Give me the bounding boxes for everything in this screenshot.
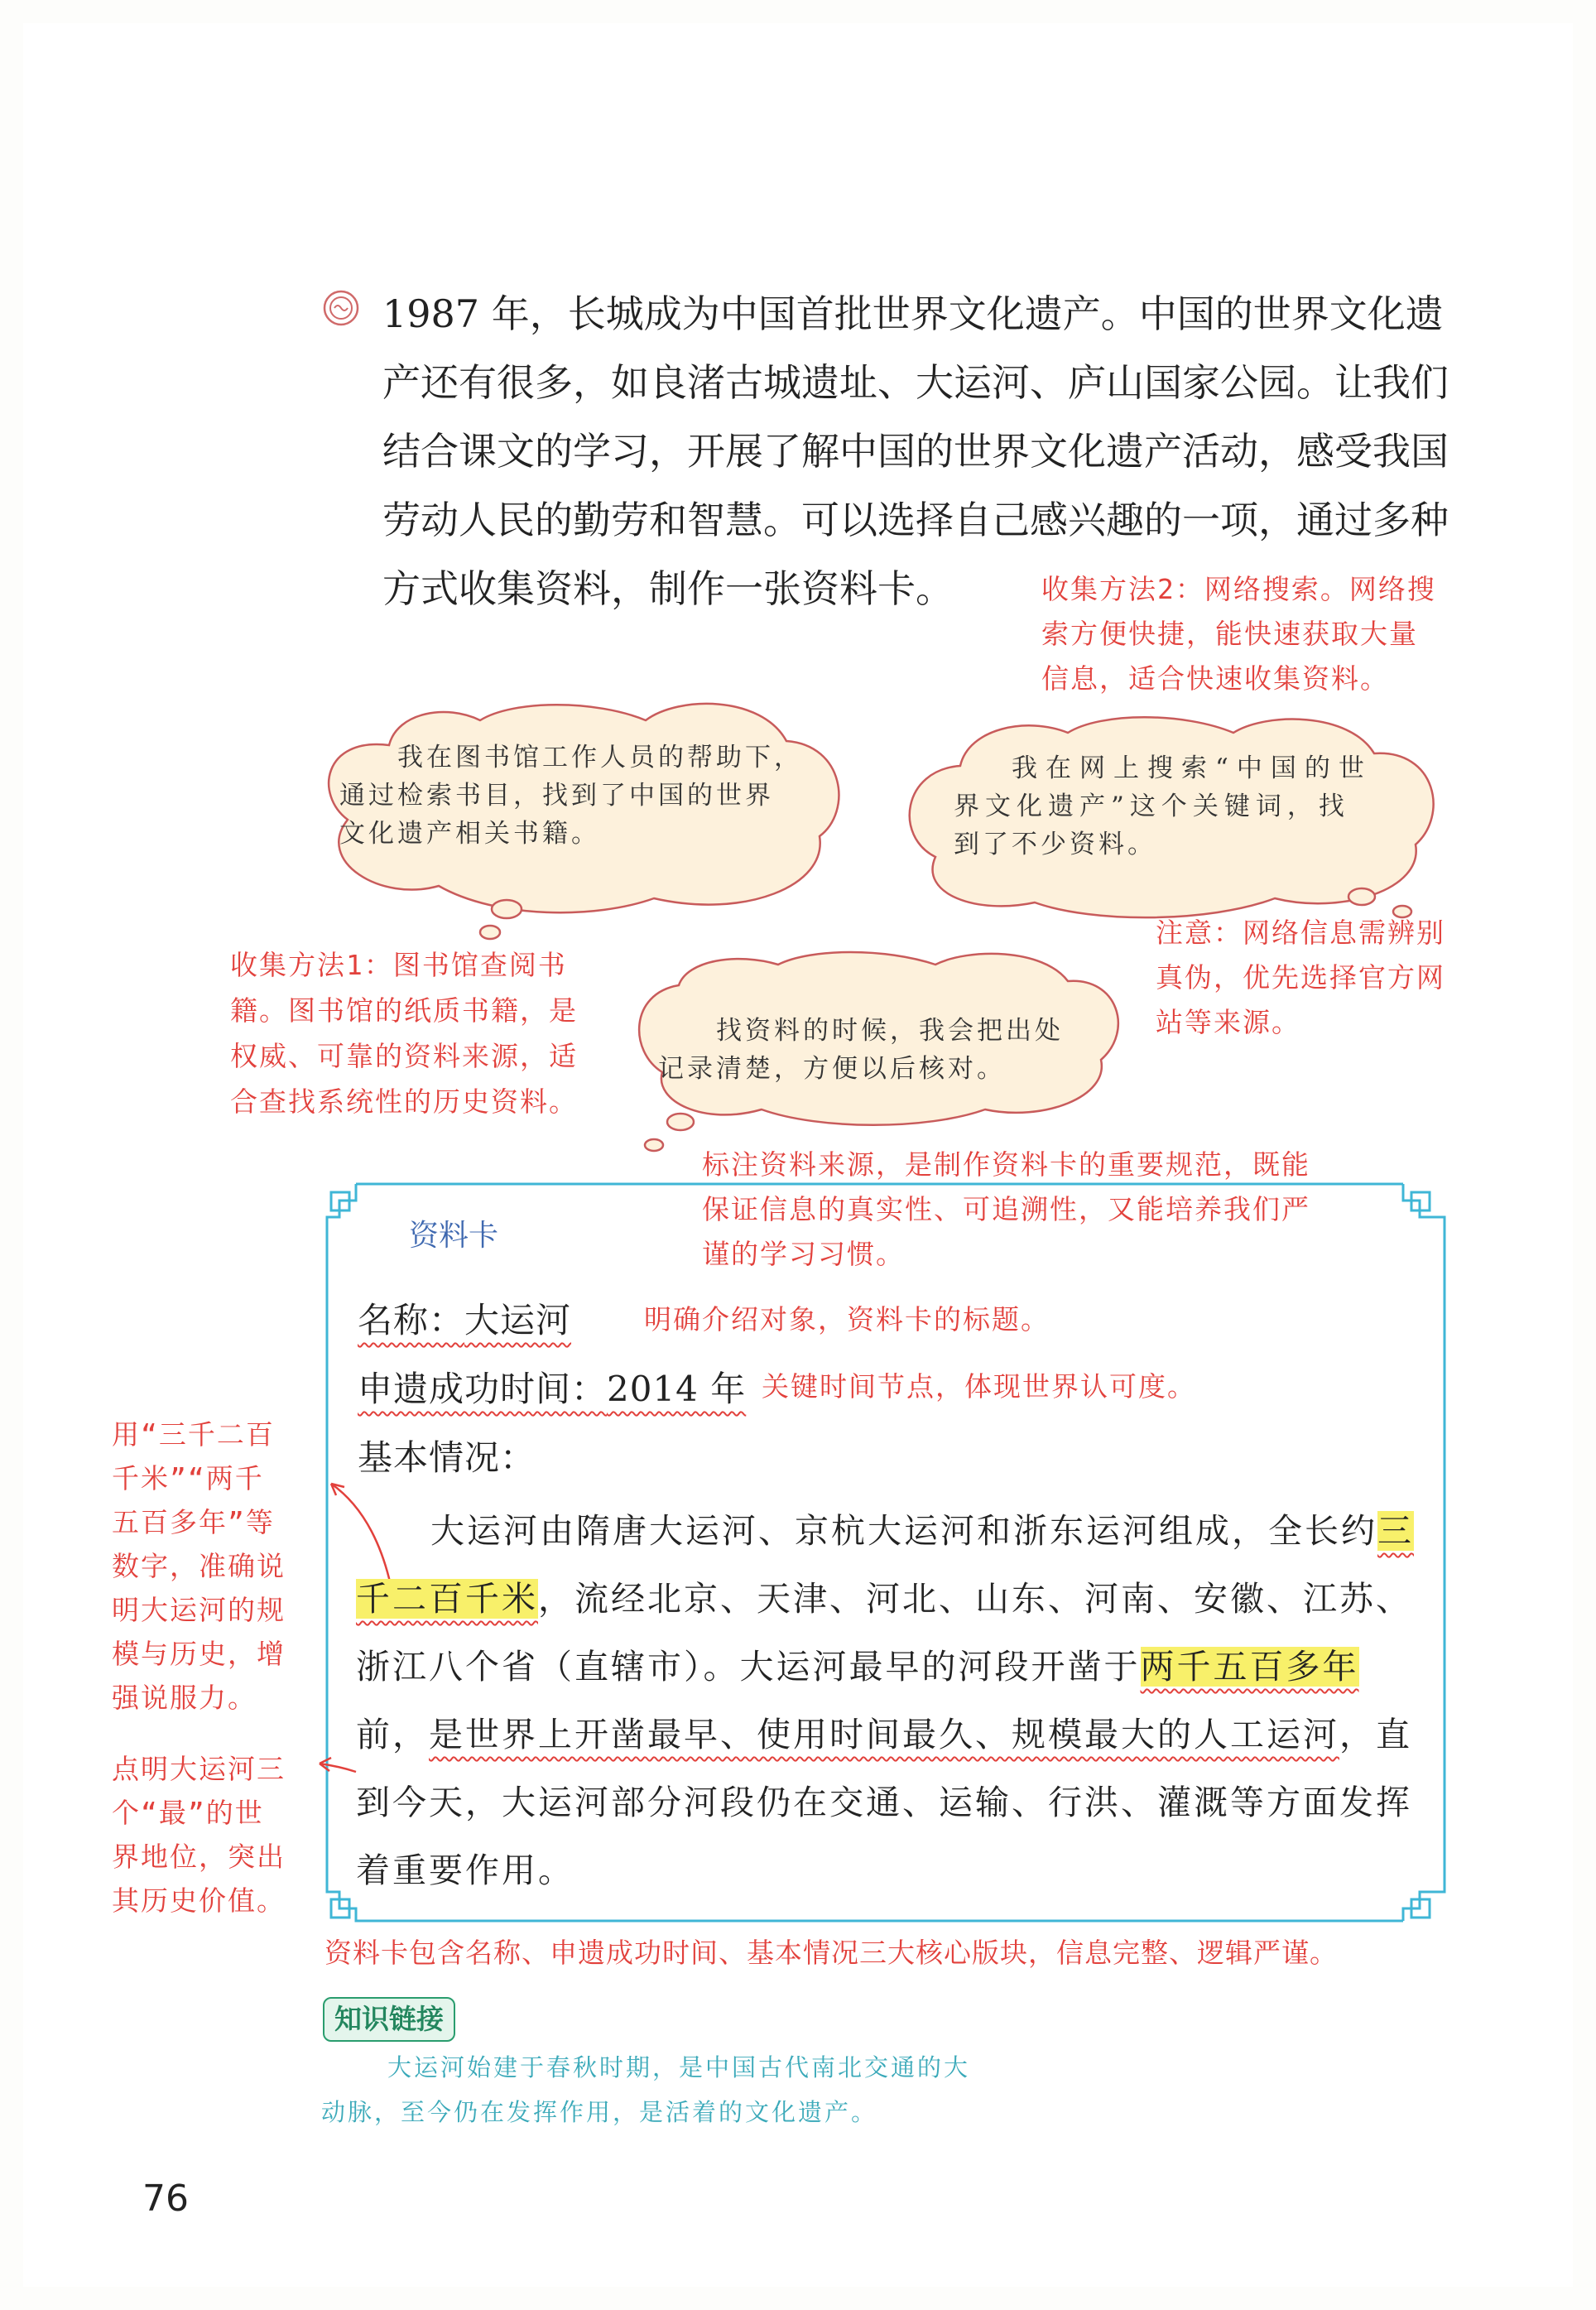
annotation-line: 用“三千二百 bbox=[112, 1418, 275, 1451]
annotation-line: 注意：网络信息需辨别 bbox=[1156, 917, 1445, 949]
cloud-line: 找资料的时候，我会把出处 bbox=[716, 1016, 1064, 1046]
body-segment: 前， bbox=[356, 1715, 429, 1754]
annotation-line: 模与历史，增 bbox=[112, 1638, 286, 1670]
annotation-numbers bbox=[112, 1412, 286, 1720]
card-name-value: 大运河 bbox=[464, 1300, 572, 1340]
cloud-line: 界文化遗产”这个关键词，找 bbox=[954, 792, 1350, 821]
annotation-line: 合查找系统性的历史资料。 bbox=[230, 1085, 578, 1118]
cloud-line: 我在图书馆工作人员的帮助下， bbox=[397, 743, 803, 772]
knowledge-link-text bbox=[321, 2045, 983, 2134]
cloud-line: 通过检索书目，找到了中国的世界 bbox=[339, 781, 774, 811]
cloud-line: 记录清楚，方便以后核对。 bbox=[658, 1054, 1006, 1084]
body-segment: 大运河由隋唐大运河、京杭大运河和浙东运河组成，全长约 bbox=[430, 1511, 1377, 1551]
annotation-line: 强说服力。 bbox=[112, 1682, 257, 1714]
annotation-line: 权威、可靠的资料来源，适 bbox=[230, 1040, 578, 1072]
card-name-row bbox=[358, 1293, 571, 1343]
knowledge-link-badge: 知识链接 bbox=[323, 1997, 455, 2042]
annotation-line: 千米”“两千 bbox=[112, 1462, 264, 1494]
annotation-most bbox=[112, 1747, 286, 1923]
cloud-line: 文化遗产相关书籍。 bbox=[339, 819, 600, 849]
highlight-age: 两千五百多年 bbox=[1140, 1647, 1359, 1687]
cloud-line: 我在网上搜索“中国的世 bbox=[1012, 753, 1372, 783]
body-segment: ，直到今天，大运河部分河段仍在交通、运输、行洪、灌溉等方面发挥着重要作用。 bbox=[356, 1715, 1412, 1890]
body-segment: ，流经北京、天津、河北、山东、河南、安徽、江苏、浙江八个省（直辖市）。大运河最早的河段开凿于 bbox=[356, 1579, 1412, 1687]
annotation-line: 信息，适合快速收集资料。 bbox=[1041, 662, 1389, 695]
annotation-name: 明确介绍对象，资料卡的标题。 bbox=[644, 1303, 1050, 1335]
cloud-line: 到了不少资料。 bbox=[954, 830, 1156, 859]
annotation-line: 真伪，优先选择官方网 bbox=[1156, 961, 1445, 994]
annotation-line: 个“最”的世 bbox=[112, 1797, 264, 1829]
annotation-line: 收集方法2：网络搜索。网络搜 bbox=[1041, 573, 1436, 605]
card-basic-label: 基本情况： bbox=[358, 1437, 536, 1478]
body-superlative: 是世界上开凿最早、使用时间最久、规模最大的人工运河 bbox=[429, 1715, 1339, 1754]
annotation-line: 标注资料来源，是制作资料卡的重要规范，既能 bbox=[702, 1148, 1310, 1181]
annotation-line: 站等来源。 bbox=[1156, 1006, 1300, 1038]
annotation-line: 数字，准确说 bbox=[112, 1550, 286, 1582]
annotation-line: 其历史价值。 bbox=[112, 1884, 286, 1917]
annotation-source bbox=[702, 1143, 1310, 1277]
annotation-line: 五百多年”等 bbox=[112, 1506, 275, 1538]
knowledge-link-body: 大运河始建于春秋时期，是中国古代南北交通的大动脉，至今仍在发挥作用，是活着的文化遗产。 bbox=[321, 2053, 971, 2126]
highlight-length: 三千二百千米 bbox=[356, 1511, 1414, 1619]
annotation-line: 明大运河的规 bbox=[112, 1594, 286, 1626]
page-number: 76 bbox=[142, 2178, 189, 2220]
annotation-line: 界地位，突出 bbox=[112, 1841, 286, 1873]
card-time-label: 申遗成功时间： bbox=[358, 1369, 608, 1409]
annotation-time: 关键时间节点，体现世界认可度。 bbox=[762, 1370, 1196, 1403]
annotation-line: 籍。图书馆的纸质书籍，是 bbox=[230, 994, 578, 1027]
intro-paragraph: 1987 年，长城成为中国首批世界文化遗产。中国的世界文化遗产还有很多，如良渚古城遗址、大运河、庐山国家公园。让我们结合课文的学习，开展了解中国的世界文化遗产活动，感受我国劳动人民的勤劳和智慧。可以选择自己感兴趣的一项，通过多种方式收集资料，制作一张资料卡。 bbox=[382, 291, 1449, 611]
card-time-value: 2014 年 bbox=[607, 1369, 747, 1409]
annotation-line: 索方便快捷，能快速获取大量 bbox=[1041, 618, 1418, 650]
card-title: 资料卡 bbox=[409, 1219, 499, 1253]
card-time-row bbox=[358, 1362, 746, 1412]
annotation-line: 点明大运河三 bbox=[112, 1753, 286, 1785]
annotation-line: 收集方法1：图书馆查阅书 bbox=[230, 949, 567, 981]
annotation-line: 保证信息的真实性、可追溯性，又能培养我们严 bbox=[702, 1193, 1310, 1225]
annotation-line: 谨的学习习惯。 bbox=[702, 1238, 905, 1270]
card-body bbox=[356, 1497, 1424, 1904]
card-name-label: 名称： bbox=[358, 1300, 465, 1340]
annotation-card-summary: 资料卡包含名称、申遗成功时间、基本情况三大核心版块，信息完整、逻辑严谨。 bbox=[324, 1937, 1338, 1969]
